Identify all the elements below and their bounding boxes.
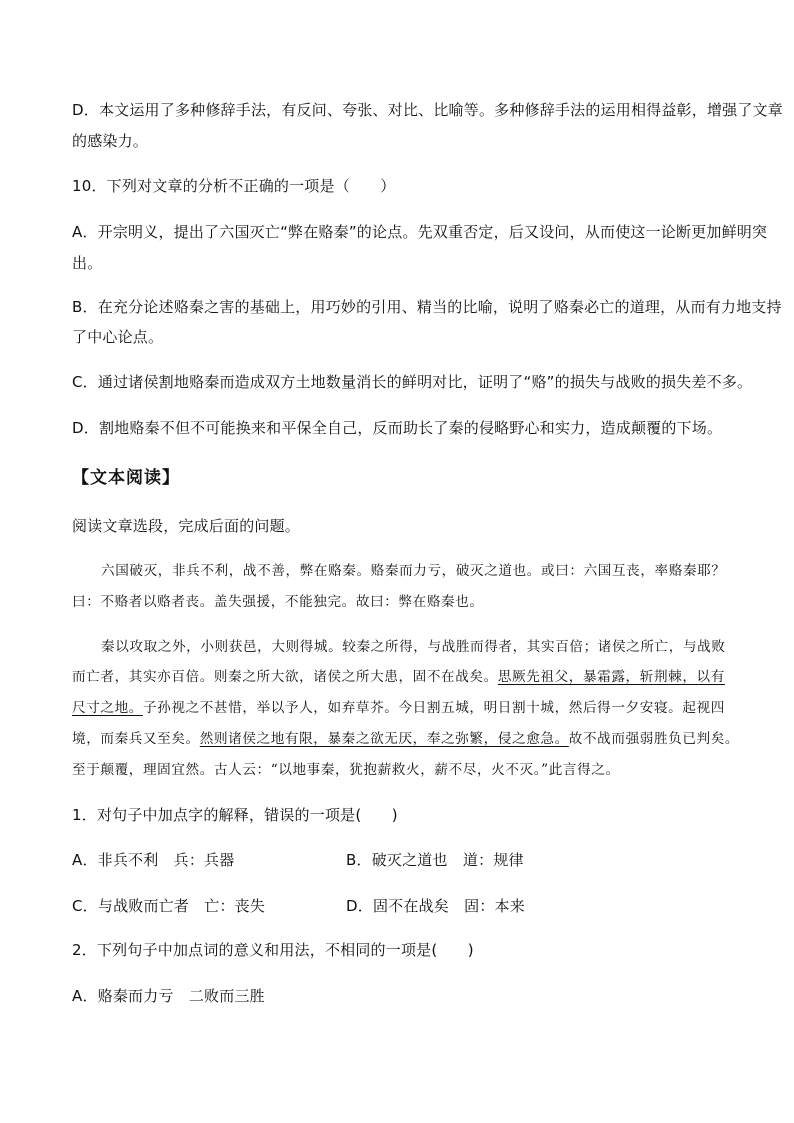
- passage-p2-line4: [72, 729, 739, 749]
- q9-option-d-line2: 的感染力。: [72, 132, 149, 150]
- section-title: 【文本阅读】: [72, 468, 180, 488]
- q10-stem: 10．下列对文章的分析不正确的一项是（ ）: [72, 177, 396, 195]
- passage-p1-line1: 六国破灭，非兵不利，战不善，弊在赂秦。赂秦而力亏，破灭之道也。或曰：六国互丧，率赂秦耶？: [101, 563, 726, 579]
- q2-option-a: A．赂秦而力亏 二败而三胜: [72, 987, 265, 1005]
- q2-stem: 2．下列句子中加点词的意义和用法，不相同的一项是( ): [72, 941, 474, 959]
- passage-p2-line3: [72, 698, 725, 718]
- q1-stem: 1．对句子中加点字的解释，错误的一项是( ): [72, 806, 398, 824]
- q1-option-c: C．与战败而亡者 亡：丧失: [72, 897, 266, 915]
- passage-p2-line1: 秦以攻取之外，小则获邑，大则得城。较秦之所得，与战胜而得者，其实百倍；诸侯之所亡，与战败: [101, 639, 726, 655]
- q1-option-a: A．非兵不利 兵：兵器: [72, 851, 235, 869]
- underlined-sentence: 尺寸之地。: [72, 700, 143, 716]
- passage-text: 故不战而强弱胜负已判矣。: [568, 731, 740, 747]
- q10-option-a-line1: A．开宗明义，提出了六国灭亡“弊在赂秦”的论点。先双重否定，后又设问，从而使这一论断更加鲜明突: [72, 223, 768, 241]
- passage-text: 境，而秦兵又至矣。: [72, 731, 200, 747]
- passage-p1-line2: 曰：不赂者以赂者丧。盖失强援，不能独完。故曰：弊在赂秦也。: [72, 594, 484, 610]
- q10-option-a-line2: 出。: [72, 254, 103, 272]
- passage-p2-line2: [72, 667, 725, 687]
- q10-option-b-line1: B．在充分论述赂秦之害的基础上，用巧妙的引用、精当的比喻，说明了赂秦必亡的道理，从而有力地支持: [72, 298, 782, 316]
- q10-option-d: D．割地赂秦不但不可能换来和平保全自己，反而助长了秦的侵略野心和实力，造成颠覆的下场。: [72, 419, 723, 437]
- q1-option-d: D．固不在战矣 固：本来: [346, 897, 525, 915]
- reading-instruction: 阅读文章选段，完成后面的问题。: [72, 517, 301, 535]
- underlined-sentence: 然则诸侯之地有限，暴秦之欲无厌，奉之弥繁，侵之愈急。: [199, 731, 569, 747]
- q1-option-b: B．破灭之道也 道：规律: [346, 851, 524, 869]
- q10-option-c: C．通过诸侯割地赂秦而造成双方土地数量消长的鲜明对比，证明了“赂”的损失与战败的损失差不多。: [72, 373, 753, 391]
- q10-option-b-line2: 了中心论点。: [72, 328, 164, 346]
- underlined-sentence: 思厥先祖父，暴霜露，斩荆棘，以有: [497, 669, 725, 685]
- passage-p2-line5: 至于颠覆，理固宜然。古人云：“以地事秦，犹抱薪救火，薪不尽，火不灭。”此言得之。: [72, 762, 620, 778]
- passage-text: 子孙视之不甚惜，举以予人，如弃草芥。今日割五城，明日割十城，然后得一夕安寝。起视四: [142, 700, 725, 716]
- q9-option-d-line1: D．本文运用了多种修辞手法，有反问、夸张、对比、比喻等。多种修辞手法的运用相得益彰，增强了文章: [72, 101, 783, 119]
- passage-text: 而亡者，其实亦百倍。则秦之所大欲，诸侯之所大患，固不在战矣。: [72, 669, 498, 685]
